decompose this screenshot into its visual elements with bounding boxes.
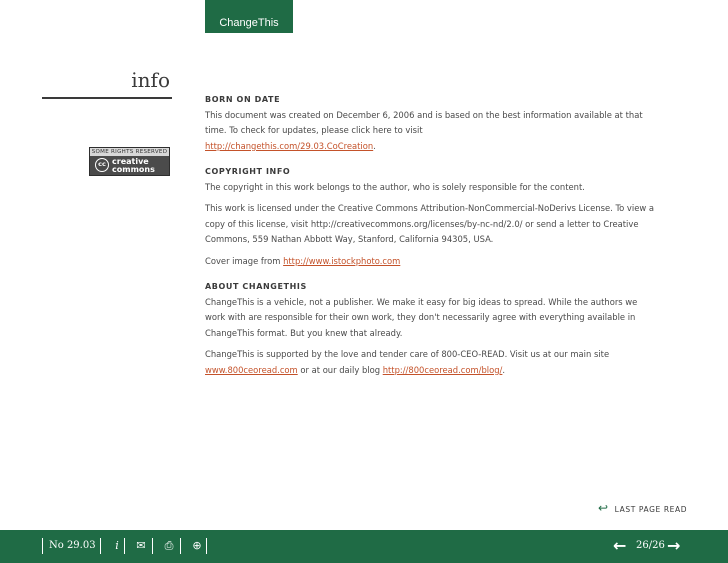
last-page-read-button[interactable]: [598, 501, 687, 515]
cc-logo: [90, 156, 169, 175]
born-on-date-body: This document was created on December 6, 2006 and is based on the best information available at that time. To check for updates, please click here to visit: [205, 109, 643, 135]
issue-number: No 29.03: [42, 538, 96, 554]
last-page-label: LAST PAGE READ: [614, 505, 688, 514]
born-on-date-heading: BORN ON DATE: [205, 95, 281, 104]
born-on-date-text: [205, 108, 655, 155]
arrow-left-icon: ←: [613, 536, 627, 555]
support-prefix: ChangeThis is supported by the love and tender care of 800-CEO-READ. Visit us at our main site: [205, 349, 610, 359]
email-button[interactable]: [124, 538, 150, 554]
blog-link[interactable]: http://800ceoread.com/blog/: [382, 364, 503, 375]
print-icon: ⎙: [164, 539, 174, 552]
zoom-icon: ⊕: [192, 539, 202, 552]
license-text: This work is licensed under the Creative Commons Attribution-NonCommercial-NoDerivs License. To view a copy of this license, visit http://creativecommons.org/licenses/by-nc-nd/2.0/ or send a letter to Creative Commons, 559 Nathan Abbott Way, Stanford, California 94305, USA.: [205, 203, 654, 244]
next-page-button[interactable]: [667, 536, 680, 556]
print-button[interactable]: [152, 538, 178, 554]
section-divider: [42, 97, 172, 99]
copyright-text: The copyright in this work belongs to the author, who is solely responsible for the content.: [205, 181, 585, 192]
cc-word-commons: commons: [112, 165, 155, 174]
email-icon: ✉: [136, 539, 146, 552]
800ceoread-link[interactable]: www.800ceoread.com: [205, 364, 298, 375]
update-link[interactable]: http://changethis.com/29.03.CoCreation: [205, 140, 374, 151]
support-text: [205, 347, 655, 378]
born-on-date-period: .: [373, 140, 376, 151]
arrow-right-icon: →: [667, 536, 681, 555]
about-changethis-heading: ABOUT CHANGETHIS: [205, 282, 307, 291]
info-content: [205, 92, 655, 378]
cc-icon: cc: [95, 158, 109, 172]
zoom-button[interactable]: [180, 538, 206, 554]
info-button[interactable]: [100, 538, 126, 554]
about-text: ChangeThis is a vehicle, not a publisher. We make it easy for big ideas to spread. While the authors we work with are responsible for their own work, they don't necessarily agree with everything available in ChangeThis format. But you knew that already.: [205, 296, 638, 338]
footer-divider: [206, 538, 208, 554]
info-icon: i: [115, 539, 119, 552]
istockphoto-link[interactable]: http://www.istockphoto.com: [283, 255, 401, 266]
cover-prefix: Cover image from: [205, 255, 284, 266]
creative-commons-badge[interactable]: [89, 147, 170, 176]
support-end: .: [502, 364, 506, 375]
support-middle: or at our daily blog: [297, 364, 383, 375]
footer-nav-bar: [0, 530, 728, 563]
previous-page-button[interactable]: [613, 536, 626, 556]
cc-word-creative: creative: [112, 157, 149, 166]
return-arrow-icon: ↩: [598, 501, 609, 515]
cc-rights-label: SOME RIGHTS RESERVED: [91, 149, 168, 155]
page-counter: 26/26: [636, 540, 665, 551]
copyright-info-heading: COPYRIGHT INFO: [205, 167, 291, 176]
section-title: info: [131, 68, 170, 92]
cover-image-credit: [205, 254, 655, 270]
changethis-tab[interactable]: ChangeThis: [205, 0, 293, 33]
